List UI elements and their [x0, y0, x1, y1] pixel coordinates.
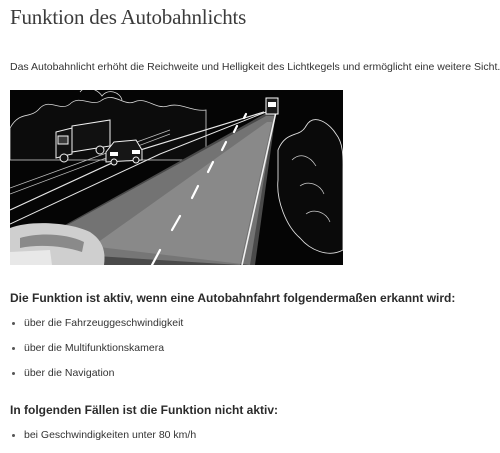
intro-text: Das Autobahnlicht erhöht die Reichweite und Helligkeit des Lichtkegels und ermöglicht eine weitere Sicht. [10, 61, 500, 73]
list-item-text: bei Geschwindigkeiten unter 80 km/h [24, 429, 197, 441]
list-item-text: über die Navigation [24, 367, 115, 379]
inactive-section-heading: In folgenden Fällen ist die Funktion nicht aktiv: [10, 403, 279, 417]
inactive-conditions-list [10, 428, 196, 453]
list-item [10, 366, 183, 391]
highway-headlight-illustration [10, 90, 343, 265]
active-conditions-list [10, 316, 183, 391]
page-title: Funktion des Autobahnlichts [10, 5, 247, 29]
list-item [10, 341, 183, 366]
list-item-text: über die Multifunktionskamera [24, 342, 165, 354]
bullet-icon [12, 372, 15, 375]
list-item [10, 428, 196, 453]
bullet-icon [12, 347, 15, 350]
active-section-heading: Die Funktion ist aktiv, wenn eine Autobahnfahrt folgendermaßen erkannt wird: [10, 291, 456, 305]
bullet-icon [12, 434, 15, 437]
bullet-icon [12, 322, 15, 325]
list-item [10, 316, 183, 341]
list-item-text: über die Fahrzeuggeschwindigkeit [24, 317, 184, 329]
